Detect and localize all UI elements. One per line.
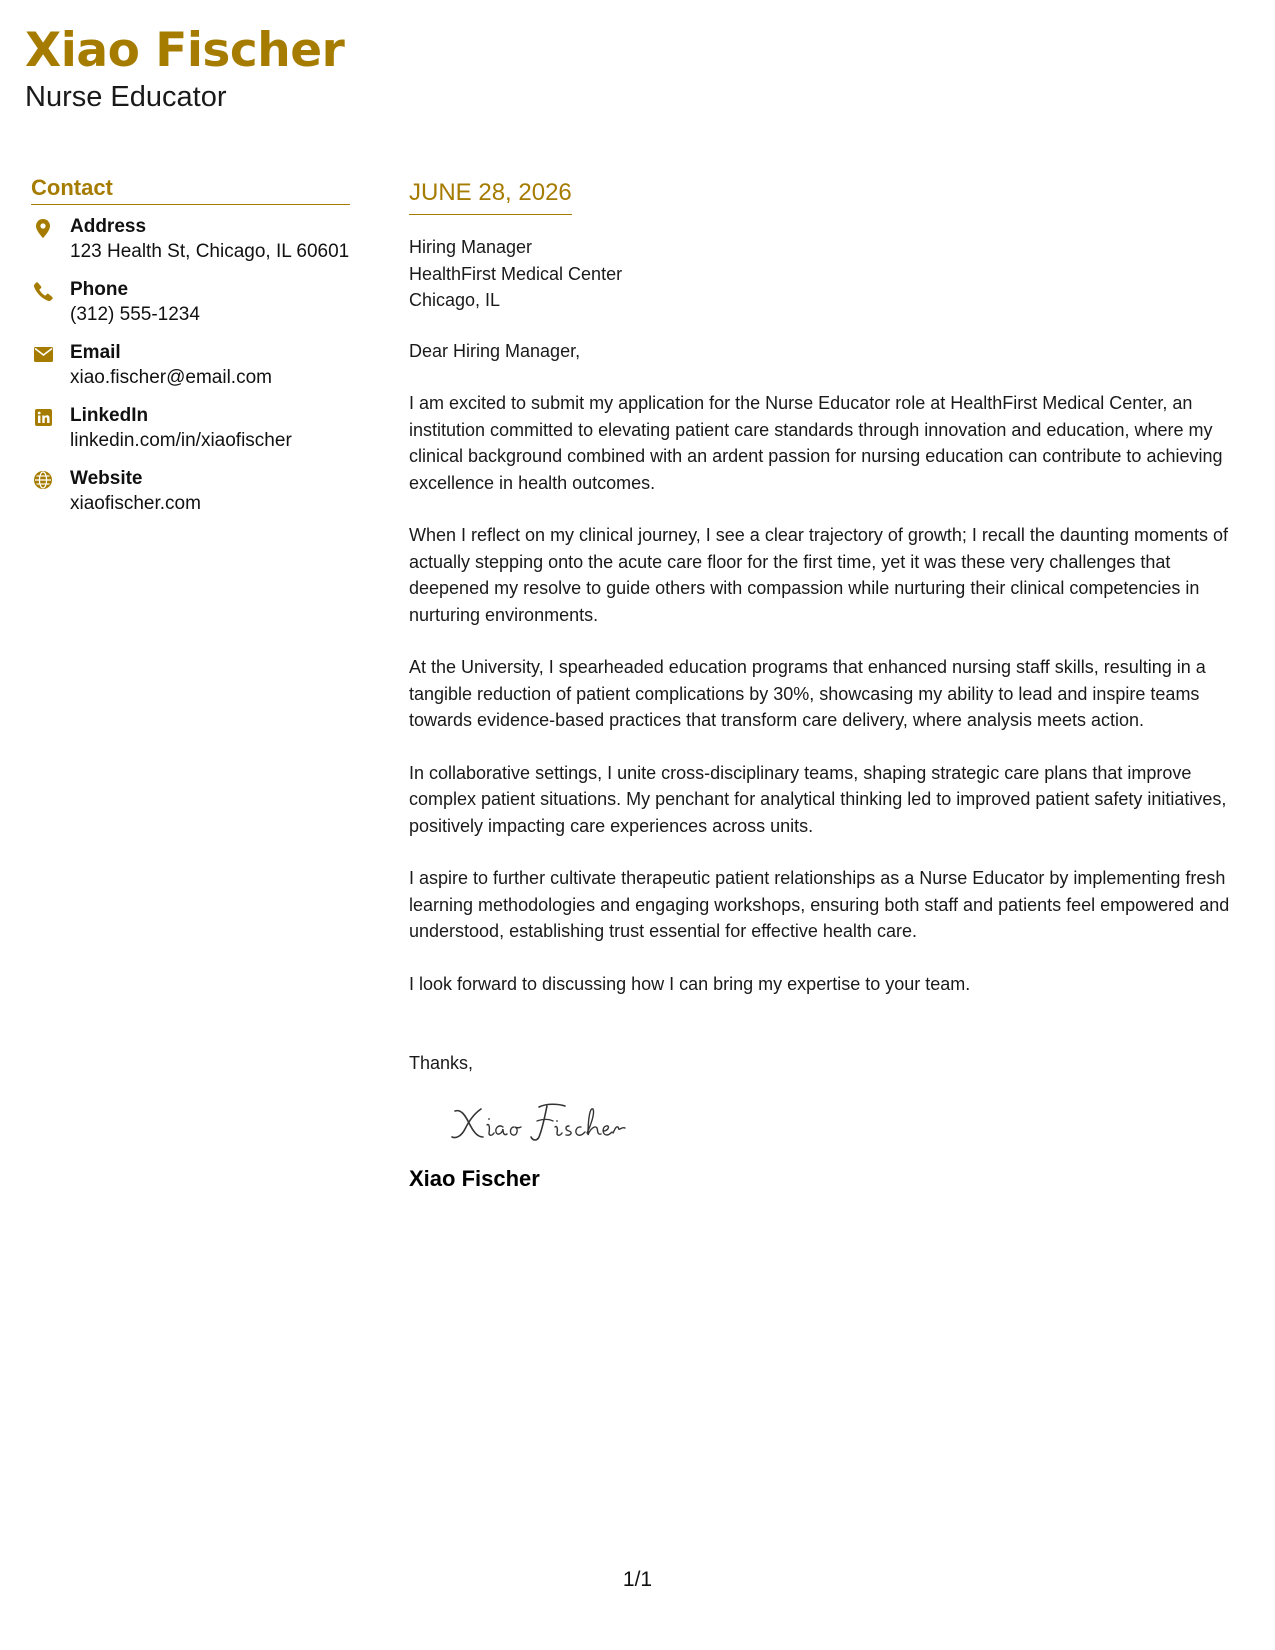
contact-heading: Contact xyxy=(31,175,350,205)
recipient-line: HealthFirst Medical Center xyxy=(409,263,623,284)
contact-website xyxy=(31,467,350,530)
letter-paragraph: At the University, I spearheaded education programs that enhanced nursing staff skills, resulting in a tangible reduction of patient complications by 30%, showcasing my ability to lead and inspire teams towards evidence-based practices that transform care delivery, where analysis meets action. xyxy=(409,657,1206,730)
contact-label: Website xyxy=(70,468,143,489)
website-value[interactable]: xiaofischer.com xyxy=(70,493,201,514)
contact-sidebar xyxy=(31,175,350,530)
letter-paragraph: In collaborative settings, I unite cross-disciplinary teams, shaping strategic care plans that improve complex patient situations. My penchant for analytical thinking led to improved patient safety initiatives, positively impacting care experiences across units. xyxy=(409,762,1227,836)
letter-body xyxy=(409,178,1249,1193)
letter-paragraph: I am excited to submit my application for the Nurse Educator role at HealthFirst Medical Center, an institution committed to elevating patient care standards through innovation and education, where my clinical background combined with an ardent passion for nursing education can contribute to achieving excellence in health outcomes. xyxy=(409,393,1223,493)
signed-name: Xiao Fischer xyxy=(409,1165,540,1191)
address-value: 123 Health St, Chicago, IL 60601 xyxy=(70,241,350,262)
contact-list xyxy=(31,215,350,530)
page-number: 1/1 xyxy=(622,1568,653,1591)
letter-header xyxy=(25,22,344,114)
salutation: Dear Hiring Manager, xyxy=(409,340,581,361)
globe-icon xyxy=(33,470,53,490)
applicant-title: Nurse Educator xyxy=(25,81,227,113)
contact-label: Address xyxy=(70,216,147,237)
email-value[interactable]: xiao.fischer@email.com xyxy=(70,367,272,388)
linkedin-value[interactable]: linkedin.com/in/xiaofischer xyxy=(70,430,292,451)
linkedin-icon xyxy=(33,407,53,427)
letter-paragraph: I look forward to discussing how I can bring my expertise to your team. xyxy=(409,973,971,994)
letter-paragraph: I aspire to further cultivate therapeutic patient relationships as a Nurse Educator by implementing fresh learning methodologies and engaging workshops, ensuring both staff and patients feel empowered and understood, establishing trust essential for effective health care. xyxy=(409,868,1230,941)
phone-value: (312) 555-1234 xyxy=(70,304,200,325)
phone-icon xyxy=(33,281,53,301)
contact-email xyxy=(31,341,350,404)
letter-date: JUNE 28, 2026 xyxy=(409,178,572,215)
contact-label: Email xyxy=(70,342,121,363)
closing: Thanks, xyxy=(409,1053,474,1073)
recipient-line: Chicago, IL xyxy=(409,290,501,310)
contact-linkedin xyxy=(31,404,350,467)
recipient-line: Hiring Manager xyxy=(409,237,533,257)
contact-label: Phone xyxy=(70,279,129,300)
handwritten-signature xyxy=(447,1097,647,1147)
contact-phone xyxy=(31,278,350,341)
letter-paragraph: When I reflect on my clinical journey, I see a clear trajectory of growth; I recall the daunting moments of actually stepping onto the acute care floor for the first time, yet it was these very challenges that deepened my resolve to guide others with compassion while nurturing their clinical competencies in nurturing environments. xyxy=(409,525,1229,625)
envelope-icon xyxy=(33,344,53,364)
applicant-name: Xiao Fischer xyxy=(25,23,345,78)
contact-label: LinkedIn xyxy=(70,405,149,426)
contact-address xyxy=(31,215,350,278)
map-pin-icon xyxy=(33,218,53,238)
recipient-block xyxy=(409,234,1249,314)
